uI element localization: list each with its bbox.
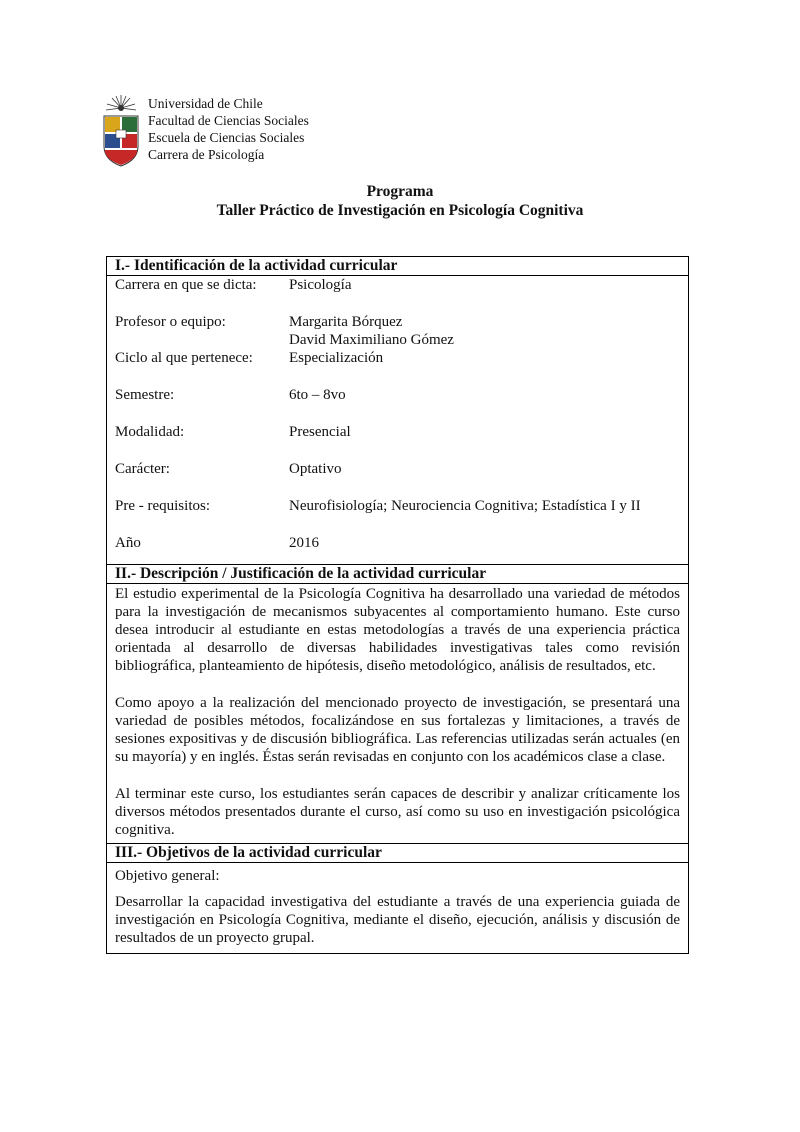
- field-row-ciclo: [115, 349, 680, 367]
- professor-1: Margarita Bórquez: [289, 314, 403, 330]
- field-label: Ciclo al que pertenece:: [115, 350, 253, 366]
- field-row-caracter: [115, 460, 680, 478]
- field-row-carrera: [115, 276, 680, 294]
- section-1-body: [107, 276, 688, 564]
- field-row-prerequisitos: [115, 497, 680, 515]
- field-value: 2016: [289, 535, 319, 551]
- field-label: Semestre:: [115, 387, 175, 403]
- field-row-semestre: [115, 386, 680, 404]
- section-3-heading: III.- Objetivos de la actividad curricular: [107, 843, 688, 863]
- field-label: Pre - requisitos:: [115, 498, 210, 514]
- title-line-1: Programa: [366, 183, 434, 200]
- field-row-modalidad: [115, 423, 680, 441]
- field-value: Optativo: [289, 461, 342, 477]
- professor-2: David Maximiliano Gómez: [289, 332, 454, 348]
- career-name: Carrera de Psicología: [148, 147, 265, 162]
- field-label: Profesor o equipo:: [115, 314, 226, 330]
- section-1-heading: I.- Identificación de la actividad curricular: [107, 257, 688, 276]
- field-value: 6to – 8vo: [289, 387, 346, 403]
- field-label: Carrera en que se dicta:: [115, 277, 257, 293]
- field-label: Carácter:: [115, 461, 170, 477]
- field-value: Psicología: [289, 277, 352, 293]
- general-objective-label: Objetivo general:: [115, 868, 220, 884]
- field-row-profesor: [115, 313, 680, 349]
- description-paragraph-2: Como apoyo a la realización del mencionado proyecto de investigación, se presentará una variedad de posibles métodos, focalizándose en sus fortalezas y limitaciones, a través de sesiones expositivas y de discusión bibliográfica. Las referencias utilizadas serán actuales (en su mayoría) y en inglés. Éstas serán revisadas en conjunto con los académicos clase a clase.: [115, 695, 680, 765]
- university-shield-icon: [100, 94, 142, 168]
- document-title: [0, 182, 800, 220]
- title-line-2: Taller Práctico de Investigación en Psicología Cognitiva: [216, 202, 584, 219]
- section-3-body: [107, 863, 688, 953]
- faculty-name: Facultad de Ciencias Sociales: [148, 113, 309, 128]
- section-2-body: [107, 584, 688, 843]
- field-value: Especialización: [289, 350, 384, 366]
- field-label: Año: [115, 535, 141, 551]
- description-paragraph-1: El estudio experimental de la Psicología Cognitiva ha desarrollado una variedad de métodos para la investigación de mecanismos subyacentes al comportamiento humano. Este curso desea introducir al estudiante en estas metodologías a través de una experiencia práctica orientada al desarrollo de diversas habilidades investigativas tales como revisión bibliográfica, planteamiento de hipótesis, diseño metodológico, análisis de resultados, etc.: [115, 586, 680, 674]
- institution-lines: [148, 94, 309, 163]
- field-label: Modalidad:: [115, 424, 185, 440]
- institution-header: [100, 94, 309, 168]
- field-value: [289, 313, 680, 349]
- general-objective-text: Desarrollar la capacidad investigativa del estudiante a través de una experiencia guiada de investigación en Psicología Cognitiva, mediante el diseño, ejecución, análisis y discusión de resultados de un proyecto grupal.: [115, 894, 680, 946]
- field-value: Presencial: [289, 424, 351, 440]
- description-paragraph-3: Al terminar este curso, los estudiantes serán capaces de describir y analizar críticamente los diversos métodos presentados durante el curso, así como su uso en investigación psicológica cognitiva.: [115, 786, 680, 838]
- section-2-heading: II.- Descripción / Justificación de la actividad curricular: [107, 564, 688, 584]
- university-name: Universidad de Chile: [148, 96, 263, 111]
- field-value: Neurofisiología; Neurociencia Cognitiva; Estadística I y II: [289, 498, 641, 514]
- school-name: Escuela de Ciencias Sociales: [148, 130, 305, 145]
- program-table: [106, 256, 689, 954]
- field-row-anio: [115, 534, 680, 552]
